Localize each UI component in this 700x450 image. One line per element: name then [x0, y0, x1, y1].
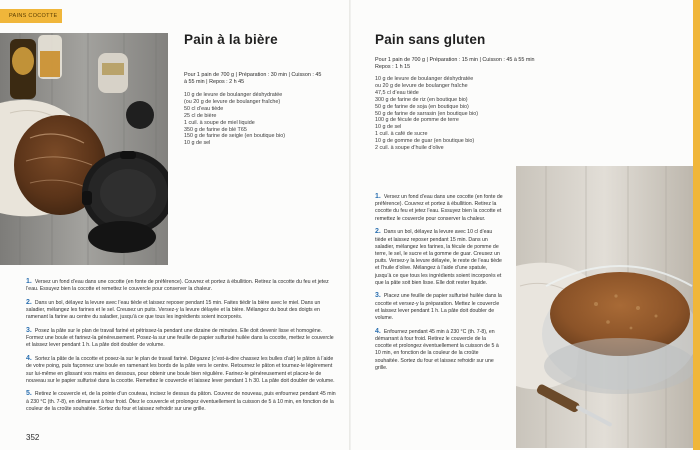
step-number: 1.	[375, 193, 381, 200]
recipe-meta-line: Repos : 1 h 15	[375, 64, 411, 71]
step-list	[375, 193, 503, 377]
ingredient-item: 100 g de fécule de pomme de terre	[375, 117, 459, 124]
ingredient-item: 25 cl de bière	[184, 112, 217, 119]
step-item	[375, 292, 503, 322]
step-text: Posez la pâte sur le plan de travail fariné et pétrissez-la pendant une dizaine de minutes. Elle doit devenir lisse et homogène. Formez une boule et farinez-la généreusement. Posez-la sur une feuille de papier sulfurisé huilée dans la cocotte, mettez le couvercle et laissez lever pendant 1 h. La pâte doit doubler de volume.	[26, 328, 334, 349]
step-text: Sortez la pâte de la cocotte et posez-la sur le plan de travail fariné. Dégazez (c’est-à-dire chassez les bulles d’air) le pâton à l’aide de votre poing, puis façonnez une boule en ramenant les bords de la pâte vers le centre. Retournez le pâton et tournez-le légèrement sur lui-même en glissant vos mains en dessous, pour obtenir une boule bien régulière. Farinez-le généreusement et placez-le de nouveau sur le papier sulfurisé dans la cocotte. Remettez le couvercle et laissez lever pendant 1 h 30. La pâte doit doubler de volume.	[26, 356, 335, 384]
ingredient-item: 10 g de sel	[375, 124, 402, 131]
step-item	[375, 228, 503, 287]
gluten-free-bread-illustration	[516, 166, 693, 448]
step-item	[26, 327, 338, 350]
step-item	[26, 278, 338, 293]
gluten-free-bread-photo	[516, 166, 693, 448]
page-number: 352	[26, 433, 40, 442]
step-text: Retirez le couvercle et, de la pointe d’un couteau, incisez le dessus du pâton. Couvrez de nouveau, puis enfournez pendant 45 min à 230 °C (th. 7-8), en démarrant à four froid. Ôtez le couvercle et prolongez éventuellement la cuisson de 5 à 10 min, en fonction de la couleur de la croûte souhaitée. Sortez du four et laissez refroidir sur une grille.	[26, 391, 336, 412]
step-text: Versez un fond d’eau dans une cocotte (en fonte de préférence). Couvrez et portez à ébullition. Retirez la cocotte du feu et jetez l’eau. Essuyez bien la cocotte et remettez le couvercle pour conserver la chaleur.	[375, 194, 503, 222]
step-item	[26, 390, 338, 413]
step-number: 5.	[26, 390, 32, 398]
recipe-meta	[184, 72, 334, 87]
beer-bread-photo	[0, 33, 168, 265]
ingredient-item: ou 20 g de levure de boulanger fraîche	[375, 82, 468, 89]
step-item	[375, 328, 503, 372]
page-edge-accent	[693, 0, 700, 450]
step-text: Enfournez pendant 45 min à 230 °C (th. 7-8), en démarrant à four froid. Retirez le couvercle de la cocotte et prolongez éventuellement la cuisson de 5 à 10 min, en fonction de la couleur de la croûte souhaitée. Sortez du four et laissez refroidir sur une grille.	[375, 328, 499, 371]
beer-bread-illustration	[0, 33, 168, 265]
ingredient-item: 300 g de farine de riz (en boutique bio)	[375, 96, 468, 103]
ingredient-item: (ou 20 g de levure de boulanger fraîche)	[184, 98, 281, 105]
step-number: 4.	[26, 355, 32, 363]
step-item	[26, 355, 338, 385]
ingredient-item: 10 g de sel	[184, 140, 211, 147]
ingredient-item: 47,5 cl d’eau tiède	[375, 89, 419, 96]
step-number: 3.	[375, 292, 381, 300]
step-text: Placez une feuille de papier sulfurisé huilée dans la cocotte et versez-y la préparation. Mettez le couvercle et laissez lever pendant 1 h. La pâte doit doubler de volume.	[375, 293, 502, 322]
ingredient-item: 10 g de levure de boulanger déshydratée	[184, 92, 283, 98]
ingredient-item: 1 cuil. à café de sucre	[375, 131, 428, 138]
recipe-title: Pain à la bière	[184, 32, 278, 47]
recipe-meta-line: Pour 1 pain de 700 g | Préparation : 30 min | Cuisson : 45	[184, 72, 322, 78]
step-number: 2.	[26, 298, 32, 306]
ingredient-item: 50 g de farine de soja (en boutique bio)	[375, 103, 469, 110]
ingredient-item: 50 g de farine de sarrasin (en boutique bio)	[375, 110, 479, 117]
section-tab: PAINS COCOTTE	[0, 9, 62, 23]
step-text: Versez un fond d’eau dans une cocotte (en fonte de préférence). Couvrez et portez à ébullition. Retirez la cocotte du feu et jetez l’eau. Essuyez bien la cocotte et remettez le couvercle pour conserver la chaleur.	[26, 279, 329, 293]
step-number: 2.	[375, 228, 381, 236]
ingredient-item: 50 cl d’eau tiède	[184, 105, 224, 112]
ingredient-item: 350 g de farine de blé T65	[184, 126, 247, 133]
ingredient-item: 10 g de levure de boulanger déshydratée	[375, 76, 474, 82]
left-page	[0, 0, 349, 450]
recipe-meta-line: Pour 1 pain de 700 g | Préparation : 15 min | Cuisson : 45 à 55 min	[375, 57, 535, 63]
step-number: 1.	[26, 278, 32, 285]
recipe-meta	[375, 57, 675, 72]
step-item	[375, 193, 503, 223]
step-number: 4.	[375, 327, 381, 335]
recipe-meta-line: à 55 min | Repos : 2 h 45	[184, 79, 245, 86]
ingredient-item: 10 g de gomme de guar (en boutique bio)	[375, 138, 475, 145]
step-text: Dans un bol, délayez la levure avec 10 cl d’eau tiède et laissez reposer pendant 15 min. Dans un saladier, mélangez les farines, la fécule de pomme de terre, le sel, le sucre et la gomme de guar. Creusez un puits. Versez-y la levure délayée, le reste de l’eau tiède et l’huile d’olive. Mélangez à l’aide d’une spatule, jusqu’à ce que tous les ingrédients soient incorporés et que la pâte soit bien lisse. Elle doit rester liquide.	[375, 229, 502, 286]
step-number: 3.	[26, 327, 32, 335]
ingredient-list	[375, 76, 575, 152]
ingredient-item: 150 g de farine de seigle (en boutique bio)	[184, 133, 285, 140]
recipe-title: Pain sans gluten	[375, 32, 486, 47]
ingredient-item: 2 cuil. à soupe d’huile d’olive	[375, 145, 444, 152]
ingredient-item: 1 cuil. à soupe de miel liquide	[184, 119, 255, 126]
step-list	[26, 278, 338, 419]
ingredient-list	[184, 92, 344, 147]
step-item	[26, 299, 338, 322]
step-text: Dans un bol, délayez la levure avec l’eau tiède et laissez reposer pendant 15 min. Faites tiédir la bière avec le miel. Dans un saladier, mélangez les farines et le sel. Creusez un puits. Versez-y la levure délayée et la bière. Mélangez du bout des doigts en ramenant la farine au centre du saladier, jusqu’à ce que tous les ingrédients soient incorporés.	[26, 299, 321, 321]
